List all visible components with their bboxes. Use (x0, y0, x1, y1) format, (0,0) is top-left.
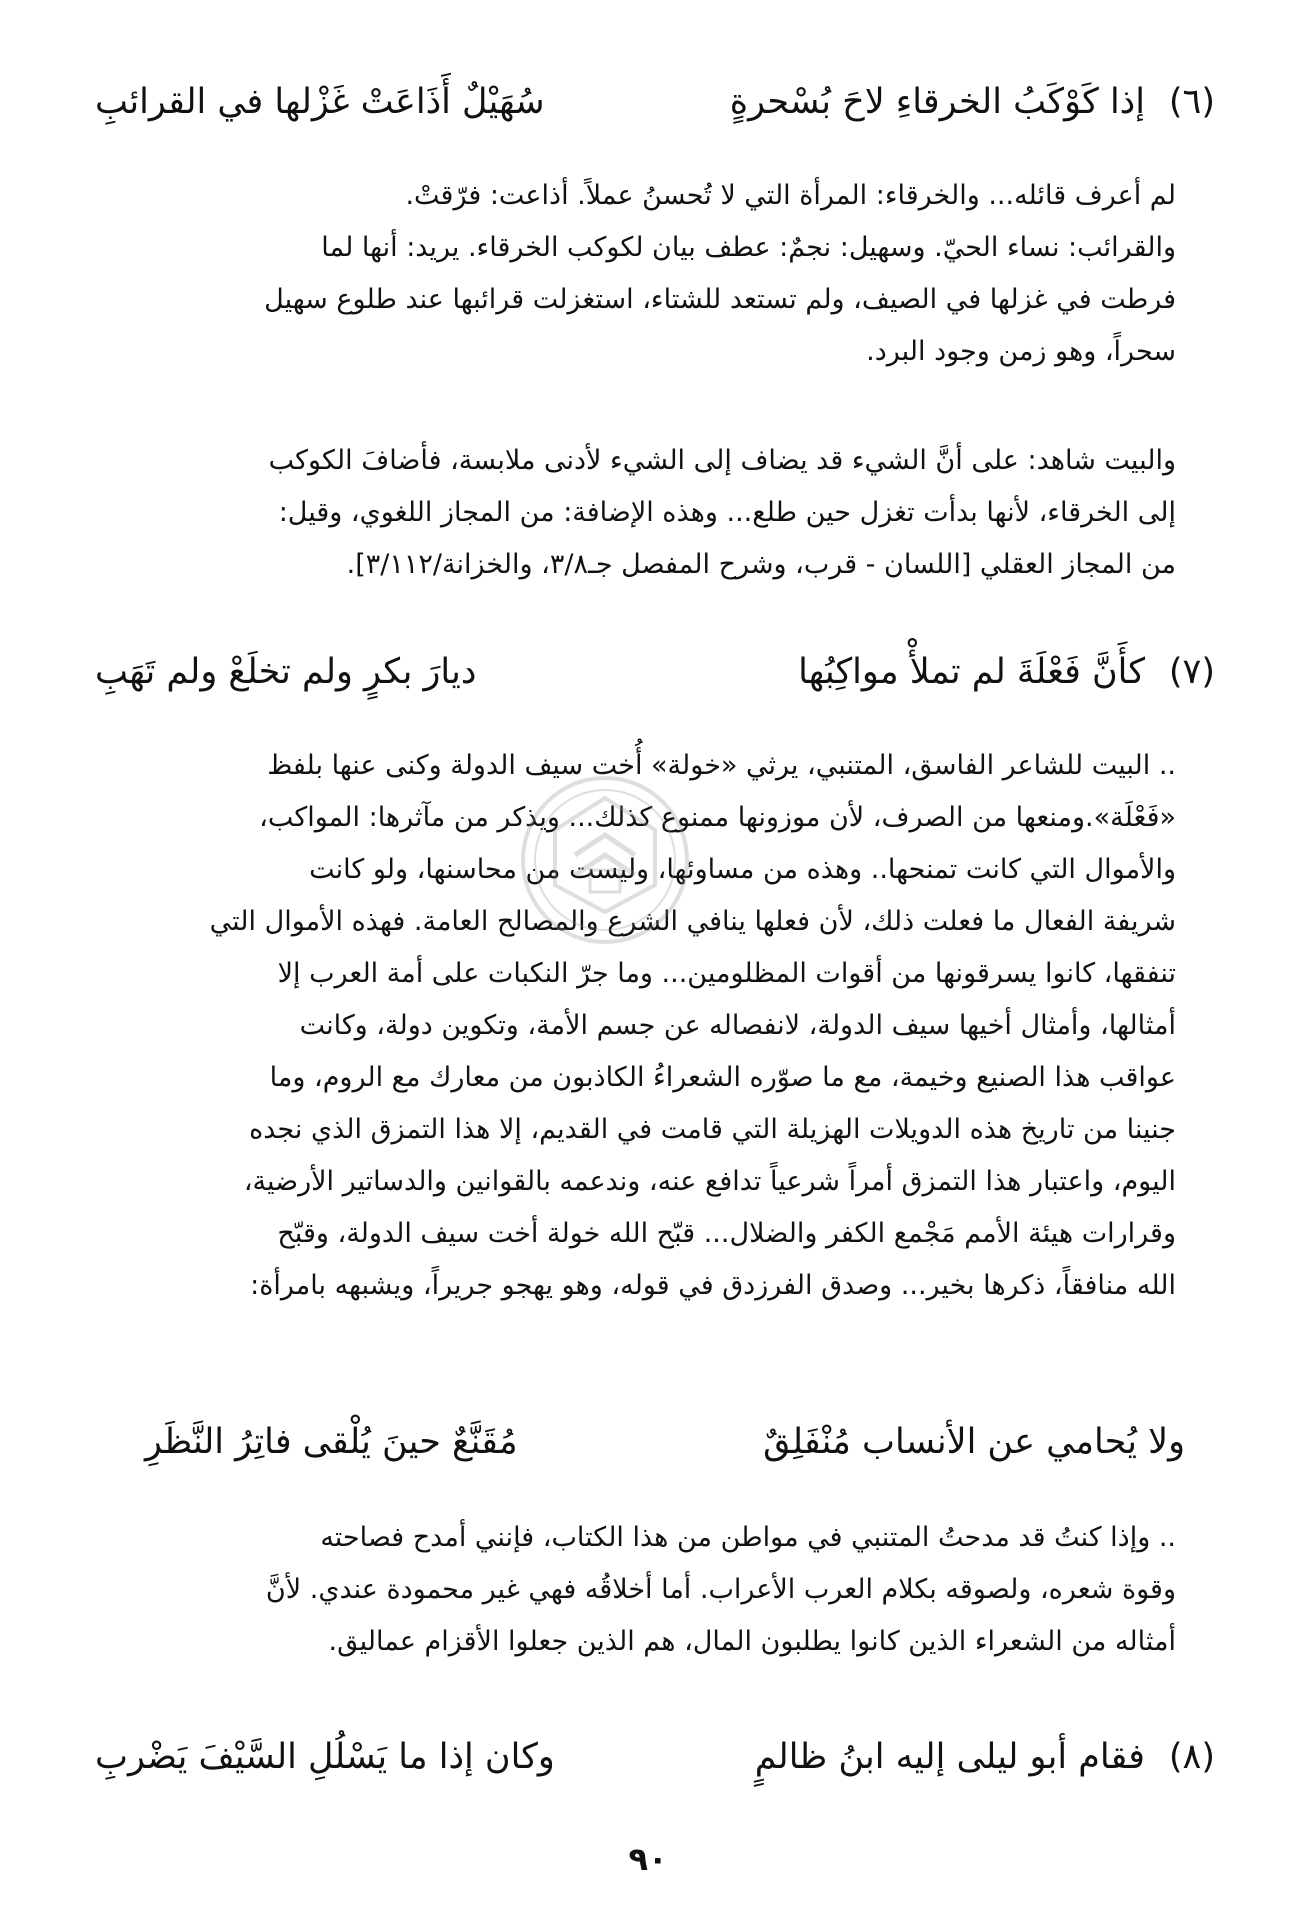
commentary-paragraph-2 (110, 435, 1210, 591)
text-line: شريفة الفعال ما فعلت ذلك، لأن فعلها ينافي الشرع والمصالح العامة. فهذه الأموال التي (209, 906, 1176, 937)
text-line: أمثاله من الشعراء الذين كانوا يطلبون المال، هم الذين جعلوا الأقزام عماليق. (328, 1626, 1176, 1657)
text-line: تنفقها، كانوا يسرقونها من أقوات المظلومين... وما جرّ النكبات على أمة العرب إلا (277, 958, 1176, 989)
text-line: .. وإذا كنتُ قد مدحتُ المتنبي في مواطن من هذا الكتاب، فإنني أمدح فصاحته (320, 1522, 1176, 1553)
text-line: «فَعْلَة».ومنعها من الصرف، لأن موزونها ممنوع كذلك... ويذكر من مآثرها: المواكب، (259, 802, 1176, 833)
text-line: وقرارات هيئة الأمم مَجْمع الكفر والضلال... قبّح الله خولة أخت سيف الدولة، وقبّح (277, 1218, 1176, 1249)
verse-hemistich-second: سُهَيْلٌ أَذَاعَتْ غَزْلها في القرائبِ (95, 82, 545, 122)
text-line: جنينا من تاريخ هذه الدويلات الهزيلة التي قامت في القديم، إلا هذا التمزق الذي نجده (249, 1114, 1176, 1145)
verse-number: (٧) (1168, 652, 1215, 692)
text-line: اليوم، واعتبار هذا التمزق أمراً شرعياً تدافع عنه، وندعمه بالقوانين والدساتير الأرضية، (243, 1166, 1176, 1197)
verse-6 (95, 70, 1215, 134)
text-line: والقرائب: نساء الحيّ. وسهيل: نجمٌ: عطف بيان لكوكب الخرقاء. يريد: أنها لما (321, 232, 1176, 263)
text-line: والأموال التي كانت تمنحها.. وهذه من مساوئها، وليست من محاسنها، ولو كانت (309, 854, 1176, 885)
text-line: الله منافقاً، ذكرها بخير... وصدق الفرزدق في قوله، وهو يهجو جريراً، ويشبهه بامرأة: (250, 1270, 1176, 1301)
verse-hemistich-second: ديارَ بكرٍ ولم تخلَعْ ولم تَهَبِ (95, 652, 477, 692)
verse-hemistich-first: فقام أبو ليلى إليه ابنُ ظالمٍ (754, 1737, 1145, 1777)
verse-hemistich-first: ولا يُحامي عن الأنساب مُنْفَلِقٌ (763, 1422, 1185, 1462)
text-line: والبيت شاهد: على أنَّ الشيء قد يضاف إلى الشيء لأدنى ملابسة، فأضافَ الكوكب (268, 445, 1176, 476)
verse-hemistich-second: مُقَنَّعٌ حينَ يُلْقى فاتِرُ النَّظَرِ (145, 1422, 518, 1462)
commentary-paragraph-1 (110, 170, 1210, 378)
commentary-paragraph-4 (110, 1512, 1210, 1668)
text-line: أمثالها، وأمثال أخيها سيف الدولة، لانفصاله عن جسم الأمة، وتكوين دولة، وكانت (299, 1010, 1176, 1041)
seal-graphic (505, 760, 705, 960)
text-line: فرطت في غزلها في الصيف، ولم تستعد للشتاء، استغزلت قرائبها عند طلوع سهيل (264, 284, 1176, 315)
verse-8 (95, 1725, 1215, 1789)
text-line: سحراً، وهو زمن وجود البرد. (866, 336, 1176, 367)
text-line: .. البيت للشاعر الفاسق، المتنبي، يرثي «خولة» أُخت سيف الدولة وكنى عنها بلفظ (267, 750, 1176, 781)
verse-number: (٨) (1168, 1737, 1215, 1777)
text-line: إلى الخرقاء، لأنها بدأت تغزل حين طلع... وهذه الإضافة: من المجاز اللغوي، وقيل: (278, 497, 1176, 528)
verse-number: (٦) (1168, 82, 1215, 122)
verse-7 (95, 640, 1215, 704)
text-line: من المجاز العقلي [اللسان - قرب، وشرح المفصل جـ٣/٨، والخزانة/٣/١١٢]. (346, 549, 1176, 580)
quoted-verse (95, 1410, 1215, 1474)
text-line: لم أعرف قائله... والخرقاء: المرأة التي لا تُحسنُ عملاً. أذاعت: فرّقتْ. (405, 180, 1176, 211)
page-number: ٩٠ (628, 1840, 668, 1878)
verse-hemistich-second: وكان إذا ما يَسْلُلِ السَّيْفَ يَضْربِ (95, 1737, 555, 1777)
verse-hemistich-first: كأَنَّ فَعْلَةَ لم تملأْ مواكِبُها (798, 652, 1145, 692)
text-line: وقوة شعره، ولصوقه بكلام العرب الأعراب. أما أخلاقُه فهي غير محمودة عندي. لأنَّ (265, 1574, 1176, 1605)
verse-hemistich-first: إذا كَوْكَبُ الخرقاءِ لاحَ بُسْحرةٍ (729, 82, 1145, 122)
library-seal-icon (505, 760, 705, 960)
text-line: عواقب هذا الصنيع وخيمة، مع ما صوّره الشعراءُ الكاذبون من معارك مع الروم، وما (269, 1062, 1176, 1093)
